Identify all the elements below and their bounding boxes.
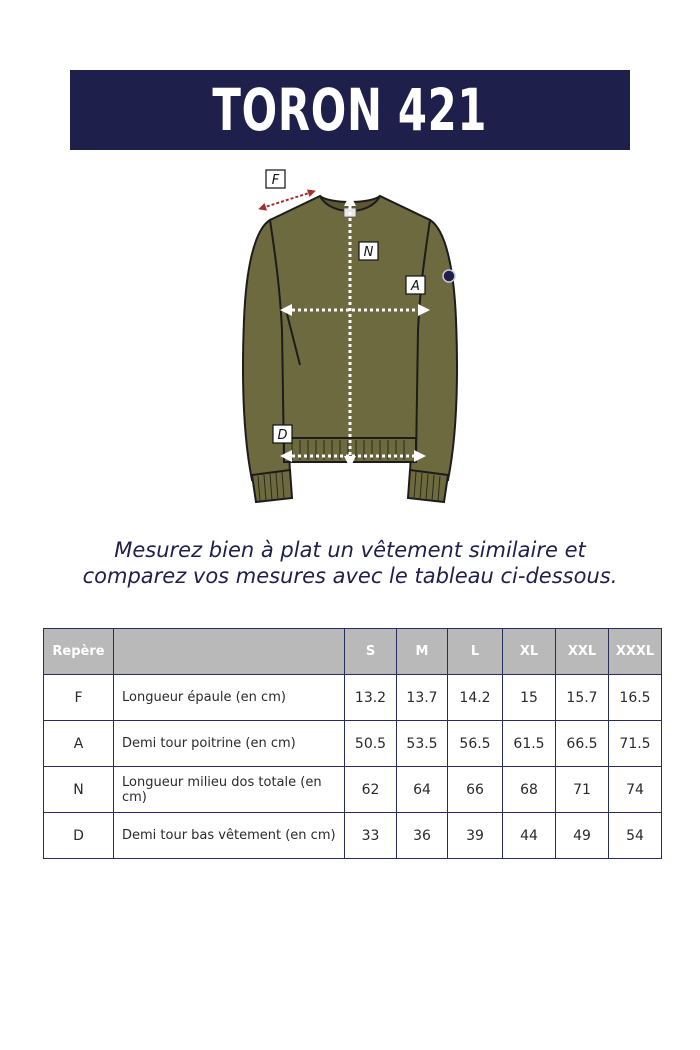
row-label: Demi tour poitrine (en cm) [114,721,345,767]
row-value: 15.7 [556,675,609,721]
row-value: 36 [397,813,448,859]
sweater-illustration [230,160,470,515]
svg-text:A: A [411,279,420,294]
svg-text:F: F [271,173,280,188]
row-value: 39 [448,813,503,859]
svg-text:N: N [363,245,374,260]
table-header-row [44,629,662,675]
row-value: 66.5 [556,721,609,767]
instructions-line-1: Mesurez bien à plat un vêtement similaire et [114,538,586,562]
row-value: 14.2 [448,675,503,721]
row-label: Longueur épaule (en cm) [114,675,345,721]
row-value: 15 [503,675,556,721]
row-value: 50.5 [345,721,397,767]
table-row [44,721,662,767]
row-value: 64 [397,767,448,813]
size-chart-table [43,628,662,859]
row-value: 66 [448,767,503,813]
row-value: 71 [556,767,609,813]
row-label: Demi tour bas vêtement (en cm) [114,813,345,859]
sweater-diagram [230,160,470,515]
row-value: 68 [503,767,556,813]
row-value: 13.7 [397,675,448,721]
header-size: XL [503,629,556,675]
row-value: 13.2 [345,675,397,721]
header-label [114,629,345,675]
title-banner [70,70,630,150]
row-mark: N [44,767,114,813]
row-value: 49 [556,813,609,859]
svg-text:D: D [277,428,288,443]
row-mark: D [44,813,114,859]
row-value: 16.5 [609,675,662,721]
row-value: 56.5 [448,721,503,767]
label-N [359,242,378,260]
header-mark: Repère [44,629,114,675]
row-value: 53.5 [397,721,448,767]
row-value: 54 [609,813,662,859]
row-value: 74 [609,767,662,813]
header-size: S [345,629,397,675]
header-size: XXXL [609,629,662,675]
label-F [266,170,285,188]
row-value: 62 [345,767,397,813]
label-D [273,425,292,443]
table-row [44,767,662,813]
sleeve-logo-patch [443,270,455,282]
row-value: 71.5 [609,721,662,767]
page-title: TORON 421 [212,76,488,144]
header-size: L [448,629,503,675]
row-value: 61.5 [503,721,556,767]
row-value: 44 [503,813,556,859]
label-A [406,276,425,294]
row-mark: A [44,721,114,767]
measurement-instructions [0,537,700,589]
row-value: 33 [345,813,397,859]
header-size: M [397,629,448,675]
table-row [44,813,662,859]
instructions-line-2: comparez vos mesures avec le tableau ci-dessous. [82,564,618,588]
table-row [44,675,662,721]
header-size: XXL [556,629,609,675]
row-mark: F [44,675,114,721]
row-label: Longueur milieu dos totale (en cm) [114,767,345,813]
